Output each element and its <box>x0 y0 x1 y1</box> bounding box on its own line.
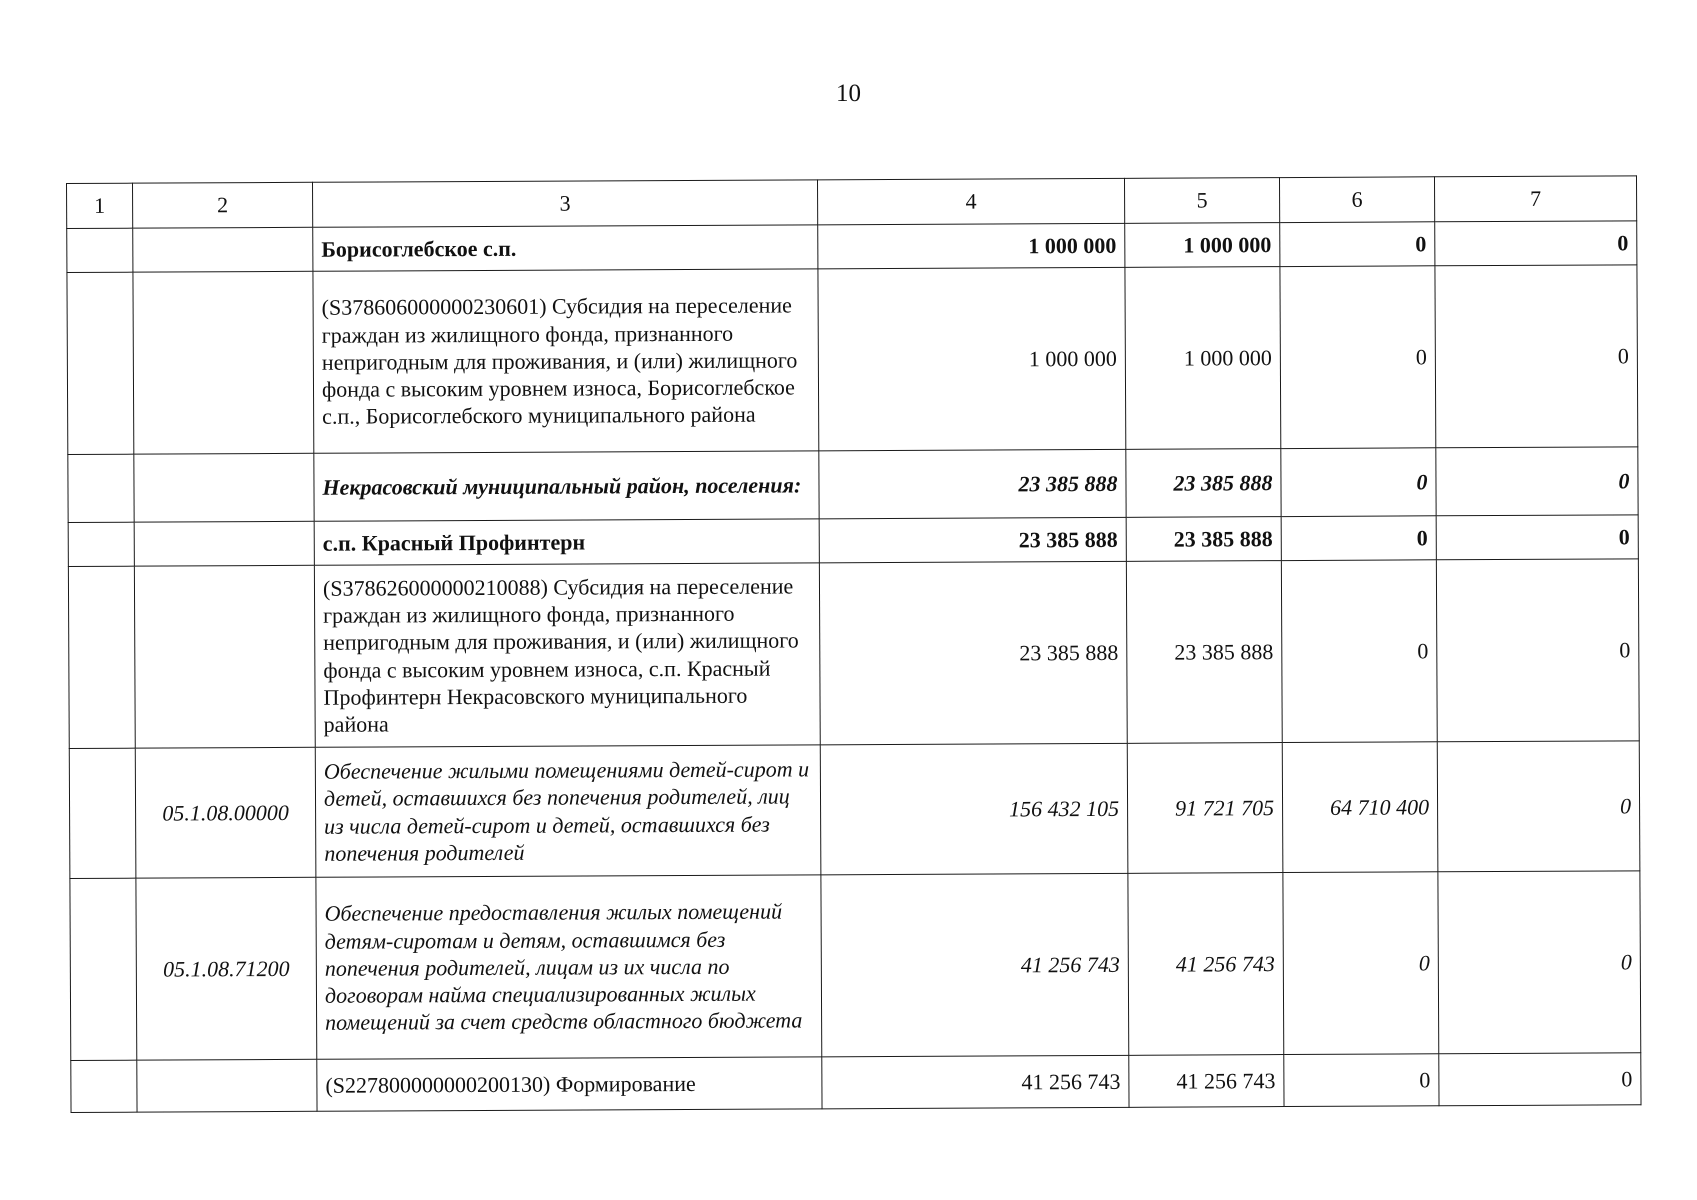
name-cell: (S378626000000210088) Субсидия на переселение граждан из жилищного фонда, признанного непригодным для проживания, и (или) жилищного фонда с высоким уровнем износа, с.п. Красный Профинтерн Некрасовского муниципального района <box>314 563 820 747</box>
column-header: 6 <box>1279 177 1434 223</box>
code-cell <box>133 227 313 272</box>
value-cell-col4: 41 256 743 <box>822 1055 1129 1108</box>
row-index-cell <box>67 228 133 272</box>
value-cell-col7: 0 <box>1436 559 1639 742</box>
row-index-cell <box>71 1060 137 1112</box>
value-cell-col5: 23 385 888 <box>1126 449 1281 518</box>
row-index-cell <box>68 454 134 522</box>
name-cell: Обеспечение предоставления жилых помещений детям-сиротам и детям, оставшимся без попечения родителей, лицам из их числа по договорам найма специализированных жилых помещений за счет средств областного бюджета <box>316 875 822 1059</box>
table-row <box>67 221 1637 273</box>
value-cell-col4: 156 432 105 <box>820 743 1128 874</box>
row-index-cell <box>68 566 135 748</box>
row-index-cell <box>70 878 137 1060</box>
value-cell-col6: 0 <box>1280 266 1436 449</box>
name-cell: с.п. Красный Профинтерн <box>314 519 819 565</box>
name-cell: (S227800000000200130) Формирование <box>317 1057 822 1111</box>
value-cell-col4: 1 000 000 <box>818 223 1125 268</box>
value-cell-col4: 1 000 000 <box>818 267 1126 450</box>
budget-table <box>66 175 1642 1113</box>
value-cell-col7: 0 <box>1436 447 1638 516</box>
table-row <box>71 1053 1641 1113</box>
column-number-header-row <box>67 176 1637 229</box>
value-cell-col4: 41 256 743 <box>821 873 1129 1056</box>
name-cell: (S378606000000230601) Субсидия на переселение граждан из жилищного фонда, признанного непригодным для проживания, и (или) жилищного фонда с высоким уровнем износа, Борисоглебское с.п., Борисоглебского муниципального района <box>313 269 819 453</box>
table-row <box>68 559 1639 749</box>
value-cell-col6: 64 710 400 <box>1282 742 1438 873</box>
table-row <box>68 515 1638 567</box>
code-cell <box>134 565 315 748</box>
row-index-cell <box>68 522 134 566</box>
name-cell: Борисоглебское с.п. <box>313 225 818 271</box>
value-cell-col4: 23 385 888 <box>819 449 1126 518</box>
table-row <box>68 447 1638 523</box>
value-cell-col6: 0 <box>1281 448 1436 517</box>
value-cell-col5: 41 256 743 <box>1128 873 1284 1056</box>
code-cell <box>133 271 314 454</box>
value-cell-col6: 0 <box>1281 560 1437 743</box>
value-cell-col5: 23 385 888 <box>1126 561 1282 744</box>
row-index-cell <box>67 272 134 454</box>
value-cell-col5: 1 000 000 <box>1125 223 1280 268</box>
value-cell-col7: 0 <box>1436 515 1638 560</box>
value-cell-col7: 0 <box>1435 221 1637 266</box>
column-header: 3 <box>312 180 817 227</box>
column-header: 1 <box>67 183 133 228</box>
name-cell: Обеспечение жилыми помещениями детей-сирот и детей, оставшихся без попечения родителей, лиц из числа детей-сирот и детей, оставшихся без попечения родителей <box>315 745 821 877</box>
value-cell-col6: 0 <box>1281 516 1436 561</box>
row-index-cell <box>69 748 136 878</box>
column-header: 4 <box>817 178 1124 224</box>
value-cell-col5: 23 385 888 <box>1126 517 1281 562</box>
value-cell-col6: 0 <box>1283 872 1439 1055</box>
code-cell: 05.1.08.00000 <box>135 747 316 878</box>
code-cell: 05.1.08.71200 <box>136 877 317 1060</box>
code-cell <box>134 521 314 566</box>
column-header: 7 <box>1434 176 1636 222</box>
table-row <box>70 871 1641 1061</box>
value-cell-col7: 0 <box>1435 265 1638 448</box>
value-cell-col4: 23 385 888 <box>819 517 1126 562</box>
column-header: 2 <box>133 182 313 228</box>
budget-table-container <box>66 175 1641 1113</box>
value-cell-col4: 23 385 888 <box>819 561 1127 744</box>
table-row <box>67 265 1638 455</box>
value-cell-col5: 1 000 000 <box>1125 267 1281 450</box>
value-cell-col7: 0 <box>1438 871 1641 1054</box>
name-cell: Некрасовский муниципальный район, поселения: <box>314 451 819 521</box>
value-cell-col7: 0 <box>1439 1053 1641 1106</box>
code-cell <box>137 1059 317 1112</box>
value-cell-col5: 91 721 705 <box>1127 743 1283 874</box>
value-cell-col5: 41 256 743 <box>1129 1055 1284 1108</box>
page-number: 10 <box>836 80 861 107</box>
code-cell <box>134 453 314 522</box>
table-row <box>69 741 1640 879</box>
value-cell-col6: 0 <box>1284 1054 1439 1107</box>
value-cell-col7: 0 <box>1437 741 1640 872</box>
value-cell-col6: 0 <box>1280 222 1435 267</box>
column-header: 5 <box>1124 178 1279 224</box>
